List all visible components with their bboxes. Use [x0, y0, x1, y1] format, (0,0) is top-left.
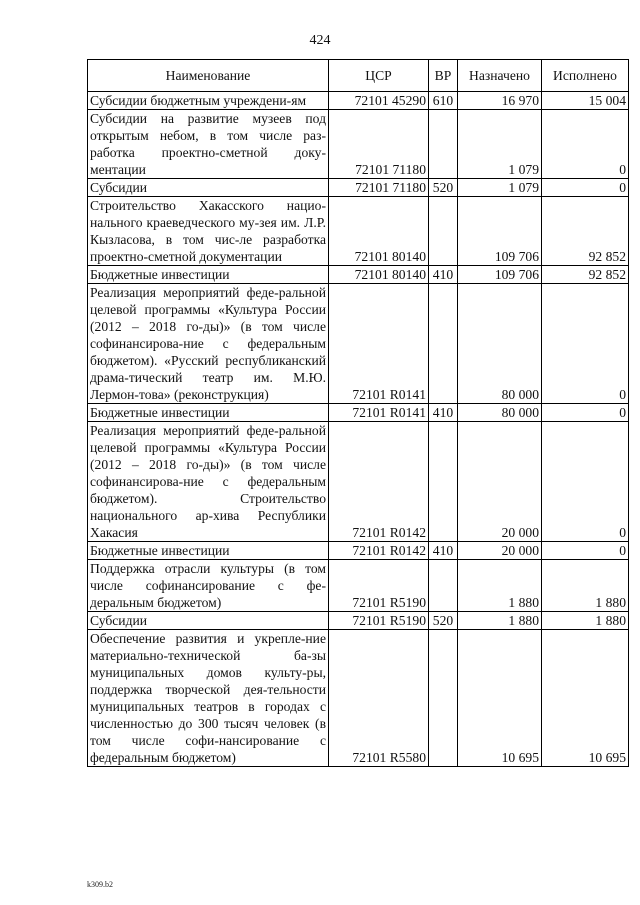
table-row — [88, 630, 629, 767]
row-vr — [429, 284, 458, 404]
row-assigned: 20 000 — [458, 542, 542, 560]
table-row — [88, 92, 629, 110]
table-row — [88, 179, 629, 197]
row-csr: 72101 R0141 — [329, 284, 429, 404]
table-row — [88, 542, 629, 560]
row-vr — [429, 110, 458, 179]
table-row — [88, 197, 629, 266]
page-number: 424 — [309, 33, 331, 48]
row-csr: 72101 R5190 — [329, 560, 429, 612]
row-executed: 10 695 — [542, 630, 629, 767]
table-row — [88, 560, 629, 612]
table-row — [88, 284, 629, 404]
header-assigned: Назначено — [458, 60, 542, 92]
row-executed: 0 — [542, 284, 629, 404]
row-executed: 0 — [542, 179, 629, 197]
row-assigned: 80 000 — [458, 404, 542, 422]
row-csr: 72101 80140 — [329, 197, 429, 266]
row-vr — [429, 197, 458, 266]
row-assigned: 20 000 — [458, 422, 542, 542]
row-vr — [429, 422, 458, 542]
row-executed: 92 852 — [542, 266, 629, 284]
row-assigned: 1 880 — [458, 612, 542, 630]
row-csr: 72101 45290 — [329, 92, 429, 110]
row-executed: 0 — [542, 542, 629, 560]
row-vr: 410 — [429, 266, 458, 284]
row-vr: 410 — [429, 542, 458, 560]
row-csr: 72101 80140 — [329, 266, 429, 284]
row-name: Субсидии — [88, 612, 329, 630]
row-csr: 72101 R0141 — [329, 404, 429, 422]
row-name: Реализация мероприятий феде-ральной целевой программы «Культура России (2012 – 2018 го-ды)» (в том числе софинансирова-ние с федеральным бюджетом). Строительство национального ар-хива Республики Хакасия — [88, 422, 329, 542]
table-row — [88, 266, 629, 284]
row-csr: 72101 71180 — [329, 179, 429, 197]
table-row — [88, 422, 629, 542]
row-csr: 72101 71180 — [329, 110, 429, 179]
header-name: Наименование — [88, 60, 329, 92]
row-csr: 72101 R0142 — [329, 422, 429, 542]
row-assigned: 1 079 — [458, 179, 542, 197]
row-name: Субсидии бюджетным учреждени-ям — [88, 92, 329, 110]
row-vr: 410 — [429, 404, 458, 422]
row-executed: 15 004 — [542, 92, 629, 110]
row-assigned: 80 000 — [458, 284, 542, 404]
row-executed: 0 — [542, 110, 629, 179]
row-assigned: 16 970 — [458, 92, 542, 110]
header-csr: ЦСР — [329, 60, 429, 92]
budget-table — [87, 59, 629, 767]
row-vr: 610 — [429, 92, 458, 110]
row-assigned: 109 706 — [458, 197, 542, 266]
table-header-row — [88, 60, 629, 92]
row-assigned: 1 079 — [458, 110, 542, 179]
row-executed: 92 852 — [542, 197, 629, 266]
row-name: Субсидии — [88, 179, 329, 197]
table-row — [88, 404, 629, 422]
row-executed: 0 — [542, 404, 629, 422]
row-assigned: 1 880 — [458, 560, 542, 612]
table-row — [88, 110, 629, 179]
row-name: Поддержка отрасли культуры (в том числе софинансирование с фе-деральным бюджетом) — [88, 560, 329, 612]
row-name: Обеспечение развития и укрепле-ние материально-технической ба-зы муниципальных домов культу-ры, поддержка творческой дея-тельности муниципальных театров в городах с численностью до 300 тысяч человек (в том числе софи-нансирование с федеральным бюджетом) — [88, 630, 329, 767]
row-name: Реализация мероприятий феде-ральной целевой программы «Культура России (2012 – 2018 го-ды)» (в том числе софинансирова-ние с федеральным бюджетом). «Русский республиканский драма-тический театр им. М.Ю. Лермон-това» (реконструкция) — [88, 284, 329, 404]
row-csr: 72101 R5580 — [329, 630, 429, 767]
row-name: Бюджетные инвестиции — [88, 404, 329, 422]
row-vr — [429, 560, 458, 612]
row-vr: 520 — [429, 612, 458, 630]
footer-code: k309.b2 — [87, 880, 113, 889]
table-row — [88, 612, 629, 630]
row-name: Бюджетные инвестиции — [88, 266, 329, 284]
row-assigned: 109 706 — [458, 266, 542, 284]
row-name: Бюджетные инвестиции — [88, 542, 329, 560]
row-name: Субсидии на развитие музеев под открытым небом, в том числе раз-работка проектно-сметной доку-ментации — [88, 110, 329, 179]
row-assigned: 10 695 — [458, 630, 542, 767]
row-executed: 0 — [542, 422, 629, 542]
row-vr: 520 — [429, 179, 458, 197]
row-executed: 1 880 — [542, 612, 629, 630]
row-csr: 72101 R5190 — [329, 612, 429, 630]
header-executed: Исполнено — [542, 60, 629, 92]
header-vr: ВР — [429, 60, 458, 92]
row-name: Строительство Хакасского нацио-нального краеведческого му-зея им. Л.Р. Кызласова, в том чис-ле разработка проектно-сметной документации — [88, 197, 329, 266]
row-executed: 1 880 — [542, 560, 629, 612]
row-vr — [429, 630, 458, 767]
row-csr: 72101 R0142 — [329, 542, 429, 560]
